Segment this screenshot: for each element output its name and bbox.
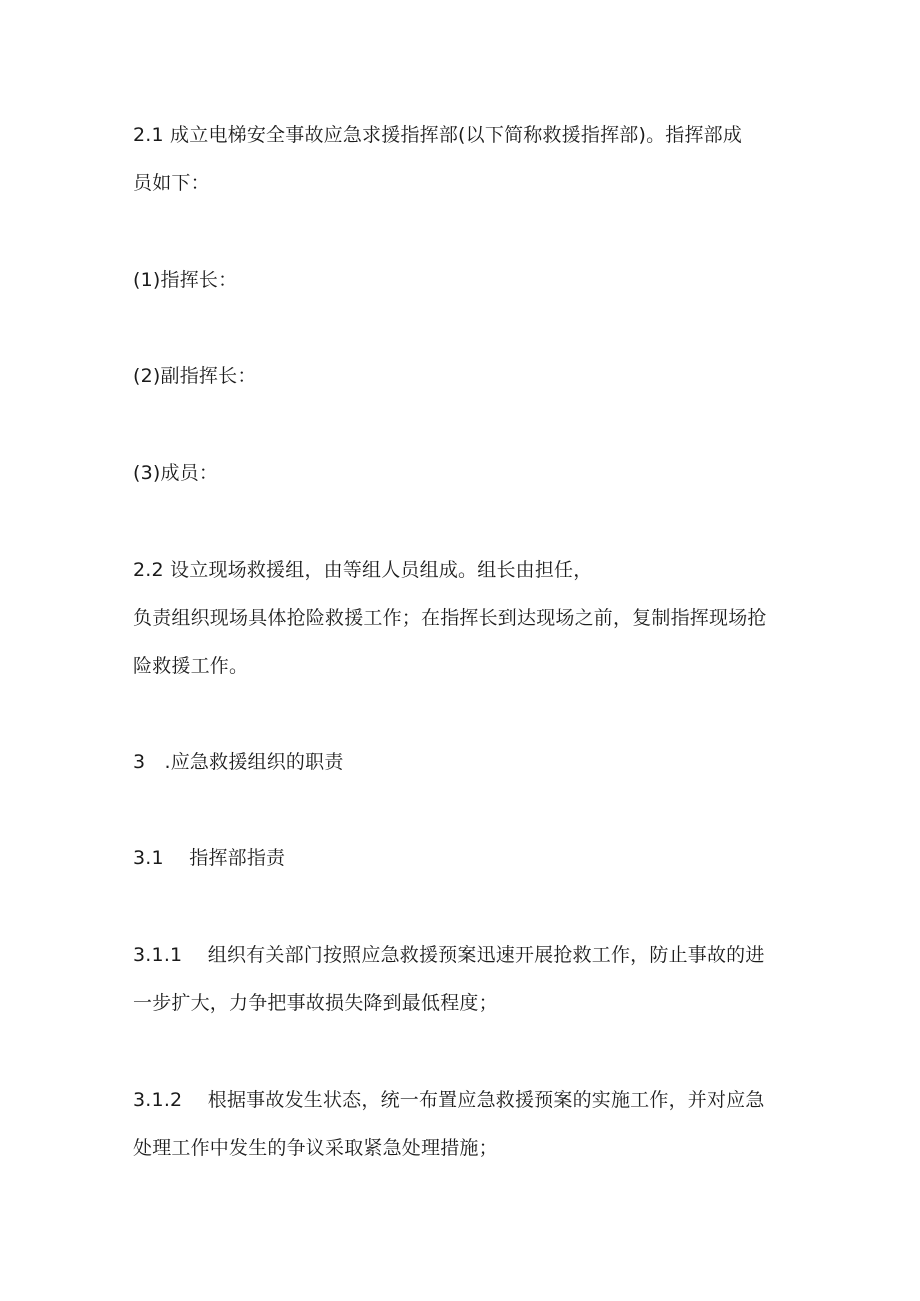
section-3-1-heading: 3.1 指挥部指责: [133, 847, 286, 869]
section-3-1-2-line-1: 3.1.2 根据事故发生状态，统一布置应急救援预案的实施工作，并对应急: [133, 1089, 765, 1111]
section-2-1-line-1: 2.1 成立电梯安全事故应急求援指挥部(以下简称救援指挥部)。指挥部成: [133, 124, 743, 146]
section-2-2-line-3: 险救援工作。: [133, 655, 249, 677]
members-item: (3)成员：: [133, 462, 219, 484]
section-3-1-1-line-1: 3.1.1 组织有关部门按照应急救援预案迅速开展抢救工作，防止事故的进: [133, 944, 765, 966]
section-2-2-line-2: 负责组织现场具体抢险救援工作；在指挥长到达现场之前，复制指挥现场抢: [133, 607, 767, 629]
section-3-1-1-line-2: 一步扩大，力争把事故损失降到最低程度；: [133, 992, 498, 1014]
section-2-2-line-1: 2.2 设立现场救援组，由等组人员组成。组长由担任，: [133, 559, 593, 581]
section-3-1-2-line-2: 处理工作中发生的争议采取紧急处理措施；: [133, 1137, 498, 1159]
section-3-heading: 3 .应急救援组织的职责: [133, 751, 344, 773]
section-2-1-line-2: 员如下：: [133, 172, 210, 194]
deputy-commander-item: (2)副指挥长：: [133, 365, 257, 387]
commander-item: (1)指挥长：: [133, 269, 238, 291]
